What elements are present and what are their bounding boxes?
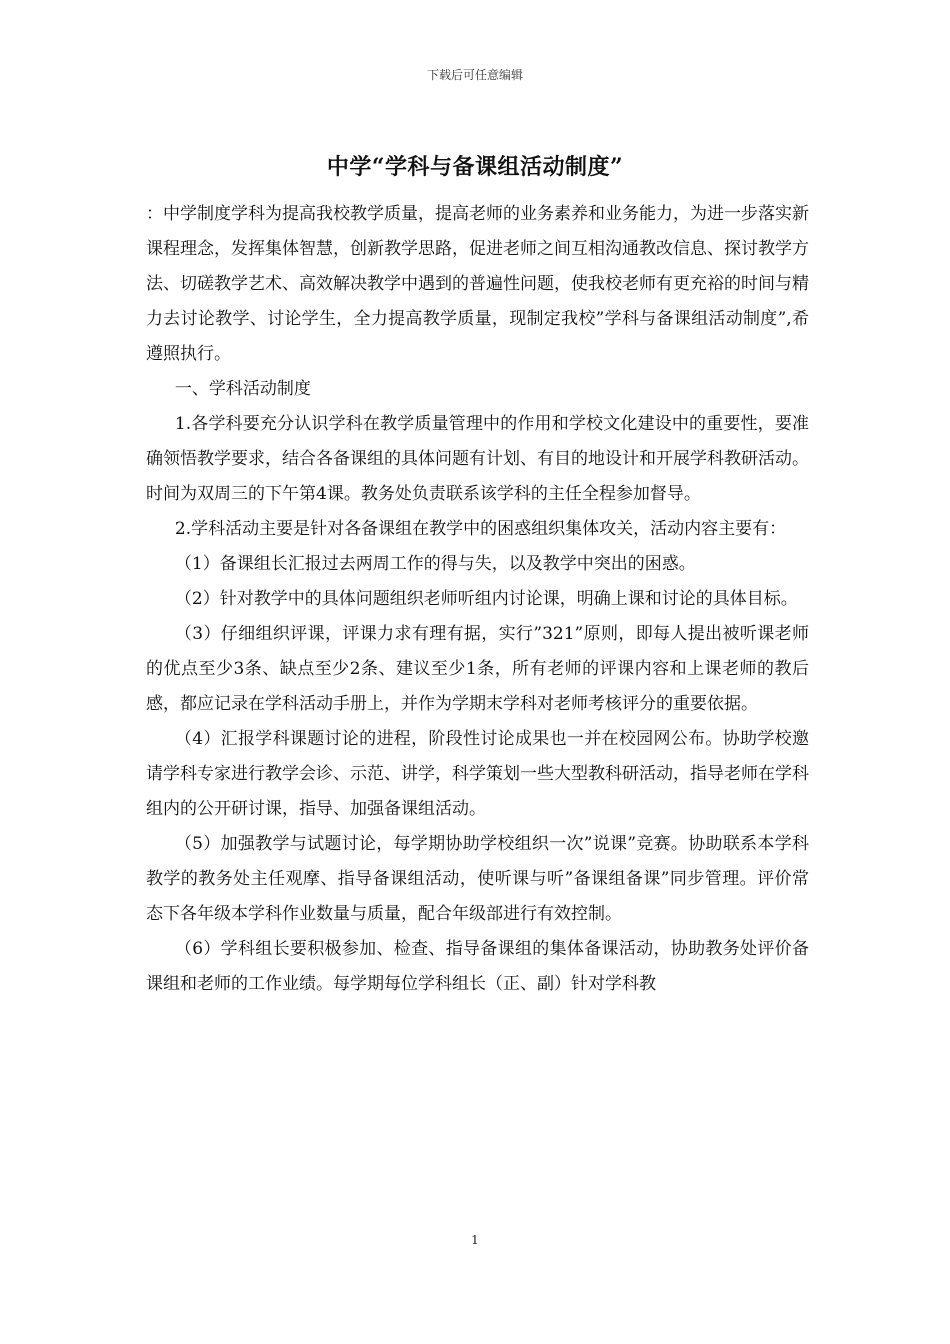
sub-item-1: （1）备课组长汇报过去两周工作的得与失，以及教学中突出的困惑。 xyxy=(174,554,696,574)
sub-item-6: （6）学科组长要积极参加、检查、指导备课组的集体备课活动，协助教务处评价备课组和老师的工作业绩。每学期每位学科组长（正、副）针对学科教 xyxy=(146,939,809,994)
page-number: 1 xyxy=(471,1233,479,1247)
header-note: 下载后可任意编辑 xyxy=(426,68,523,82)
sub-item-2: （2）针对教学中的具体问题组织老师听组内讨论课，明确上课和讨论的具体目标。 xyxy=(174,589,798,609)
item-paragraph-1: 1.各学科要充分认识学科在教学质量管理中的作用和学校文化建设中的重要性，要准确领悟教学要求，结合各备课组的具体问题有计划、有目的地设计和开展学科教研活动。时间为双周三的下午第4课。教务处负责联系该学科的主任全程参加督导。 xyxy=(146,414,809,504)
sub-item-3: （3）仔细组织评课，评课力求有理有据，实行”321”原则，即每人提出被听课老师的优点至少3条、缺点至少2条、建议至少1条，所有老师的评课内容和上课老师的教后感，都应记录在学科活动手册上，并作为学期末学科对老师考核评分的重要依据。 xyxy=(146,624,809,714)
intro-paragraph: ：中学制度学科为提高我校教学质量，提高老师的业务素养和业务能力，为进一步落实新课程理念，发挥集体智慧，创新教学思路，促进老师之间互相沟通教改信息、探讨教学方法、切磋教学艺术、高效解决教学中遇到的普遍性问题，使我校老师有更充裕的时间与精力去讨论教学、讨论学生，全力提高教学质量，现制定我校”学科与备课组活动制度”,希遵照执行。 xyxy=(146,204,809,364)
sub-item-4: （4）汇报学科课题讨论的进程，阶段性讨论成果也一并在校园网公布。协助学校邀请学科专家进行教学会诊、示范、讲学，科学策划一些大型教科研活动，指导老师在学科组内的公开研讨课，指导、加强备课组活动。 xyxy=(146,729,809,819)
item-paragraph-2: 2.学科活动主要是针对各备课组在教学中的困惑组织集体攻关，活动内容主要有： xyxy=(174,519,787,539)
section-heading: 一、学科活动制度 xyxy=(174,379,311,399)
document-body xyxy=(146,197,809,1002)
document-title: 中学“学科与备课组活动制度” xyxy=(326,154,624,180)
sub-item-5: （5）加强教学与试题讨论，每学期协助学校组织一次”说课”竞赛。协助联系本学科教学的教务处主任观摩、指导备课组活动，使听课与听”备课组备课”同步管理。评价常态下各年级本学科作业数量与质量，配合年级部进行有效控制。 xyxy=(146,834,809,924)
